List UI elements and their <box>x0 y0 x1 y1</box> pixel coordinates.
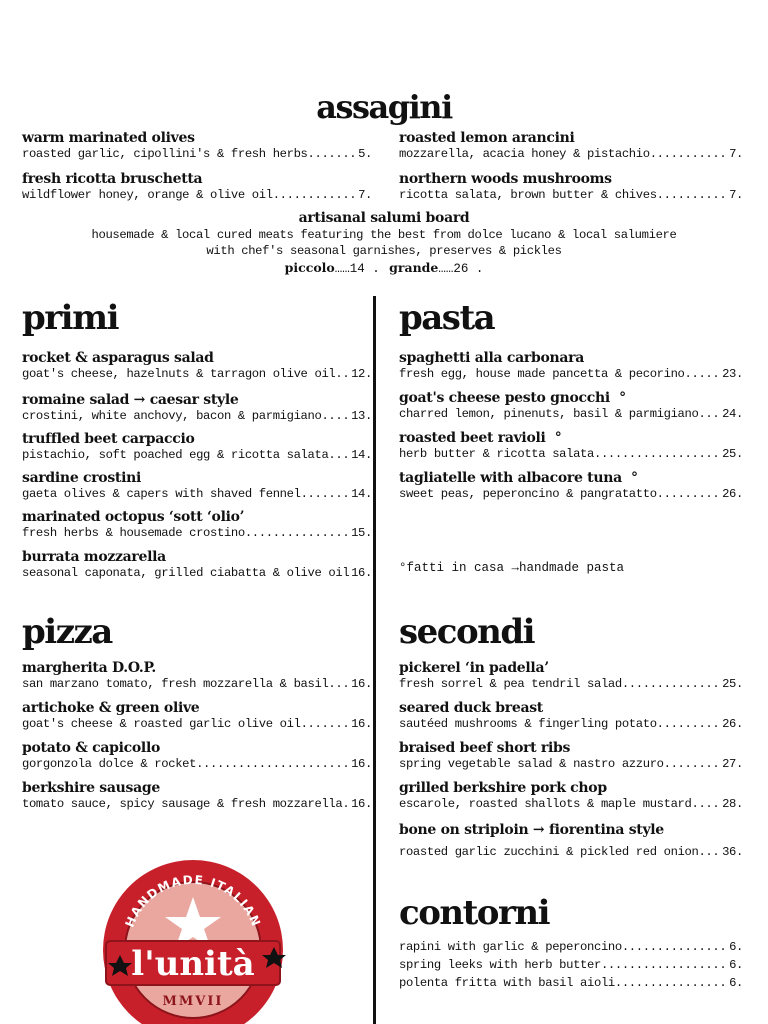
item-description: gorgonzola dolce & rocket ..... 16. <box>22 757 372 772</box>
item-price: 23. <box>722 367 743 381</box>
item-name: warm marinated olives <box>22 130 195 146</box>
menu-item <box>399 740 743 772</box>
item-name: romaine salad → caesar style <box>22 392 239 408</box>
item-price: 7. <box>358 188 372 202</box>
item-name: sardine crostini <box>22 470 141 486</box>
item-price: 7. <box>729 188 743 202</box>
column-divider <box>373 296 376 1024</box>
logo-year: MMVII <box>162 994 224 1009</box>
menu-item <box>399 700 743 732</box>
item-description: gaeta olives & capers with shaved fennel ..... 14. <box>22 487 372 502</box>
item-price: 27. <box>722 757 743 771</box>
piccolo-price: ……14 . <box>334 262 380 276</box>
item-price: 26. <box>722 487 743 501</box>
menu-item <box>22 431 372 463</box>
item-name: fresh ricotta bruschetta <box>22 171 203 187</box>
menu-item <box>22 780 372 812</box>
item-description: sautéed mushrooms & fingerling potato ..... 26. <box>399 717 743 732</box>
contorni-item: rapini with garlic & peperoncino ..... 6. <box>399 940 743 955</box>
item-name: artichoke & green olive <box>22 700 200 716</box>
item-price: 14. <box>351 448 372 462</box>
board-line-2: with chef's seasonal garnishes, preserves & pickles <box>206 244 562 258</box>
item-description: wildflower honey, orange & olive oil ..... 7. <box>22 188 372 203</box>
menu-item <box>399 390 743 422</box>
item-description: spring vegetable salad & nastro azzuro ..... 27. <box>399 757 743 772</box>
menu-item <box>399 430 743 462</box>
menu-item-lemon-arancini <box>399 130 743 162</box>
item-name: roasted beet ravioli ° <box>399 430 562 446</box>
grande-price: ……26 . <box>438 262 484 276</box>
item-description: escarole, roasted shallots & maple mustard ..... 28. <box>399 797 743 812</box>
item-price: 6. <box>729 940 743 954</box>
menu-item <box>399 822 743 860</box>
item-price: 25. <box>722 677 743 691</box>
lunita-logo <box>98 855 288 1024</box>
item-price: 16. <box>351 757 372 771</box>
secondi-title: secondi <box>399 612 535 652</box>
menu-item <box>22 740 372 772</box>
item-price: 36. <box>722 845 743 859</box>
item-name: grilled berkshire pork chop <box>399 780 607 796</box>
item-name: seared duck breast <box>399 700 543 716</box>
item-name: northern woods mushrooms <box>399 171 612 187</box>
item-price: 24. <box>722 407 743 421</box>
menu-item <box>399 660 743 692</box>
item-name: margherita D.O.P. <box>22 660 156 676</box>
pizza-title: pizza <box>22 612 112 652</box>
item-name: pickerel ‘in padella’ <box>399 660 549 676</box>
contorni-item: polenta fritta with basil aioli ..... 6. <box>399 976 743 991</box>
menu-item <box>22 660 372 692</box>
board-sizes <box>0 259 768 278</box>
item-description: seasonal caponata, grilled ciabatta & olive oil ..... 16. <box>22 566 372 581</box>
item-description: tomato sauce, spicy sausage & fresh mozzarella ..... 16. <box>22 797 372 812</box>
logo-seal <box>98 855 288 1024</box>
item-price: 7. <box>729 147 743 161</box>
item-name: berkshire sausage <box>22 780 160 796</box>
item-price: 25. <box>722 447 743 461</box>
board-line-1: housemade & local cured meats featuring the best from dolce lucano & local salumiere <box>91 228 677 242</box>
item-price: 14. <box>351 487 372 501</box>
pasta-footnote: °fatti in casa →handmade pasta <box>399 561 625 575</box>
item-name: rocket & asparagus salad <box>22 350 214 366</box>
item-name: spaghetti alla carbonara <box>399 350 584 366</box>
item-price: 6. <box>729 958 743 972</box>
item-price: 16. <box>351 717 372 731</box>
menu-item-ricotta-bruschetta <box>22 171 372 203</box>
menu-item <box>22 549 372 581</box>
menu-item <box>22 392 372 424</box>
menu-item <box>22 700 372 732</box>
item-name: bone on striploin → fiorentina style <box>399 822 664 838</box>
item-price: 16. <box>351 566 372 580</box>
item-name: potato & capicollo <box>22 740 160 756</box>
item-price: 13. <box>351 409 372 423</box>
item-price: 5. <box>358 147 372 161</box>
item-name: marinated octopus ‘sott ‘olio’ <box>22 509 245 525</box>
item-description: charred lemon, pinenuts, basil & parmigiano ..... 24. <box>399 407 743 422</box>
item-name: burrata mozzarella <box>22 549 166 565</box>
menu-item <box>22 509 372 541</box>
item-price: 28. <box>722 797 743 811</box>
item-description: herb butter & ricotta salata ..... 25. <box>399 447 743 462</box>
logo-top-text: HANDMADE ITALIAN <box>122 872 264 930</box>
grande-label: grande <box>389 260 439 275</box>
item-name: tagliatelle with albacore tuna ° <box>399 470 638 486</box>
item-description: roasted garlic, cipollini's & fresh herbs ..... 5. <box>22 147 372 162</box>
item-name: braised beef short ribs <box>399 740 571 756</box>
item-description: mozzarella, acacia honey & pistachio ..... 7. <box>399 147 743 162</box>
item-price: 15. <box>351 526 372 540</box>
item-name: roasted lemon arancini <box>399 130 575 146</box>
item-name: goat's cheese pesto gnocchi ° <box>399 390 626 406</box>
logo-name: l'unità <box>131 944 255 984</box>
piccolo-label: piccolo <box>284 260 335 275</box>
item-description: fresh herbs & housemade crostino ..... 15. <box>22 526 372 541</box>
item-description: roasted garlic zucchini & pickled red onion ..... 36. <box>399 845 743 860</box>
item-description: ricotta salata, brown butter & chives ..... 7. <box>399 188 743 203</box>
item-description: fresh sorrel & pea tendril salad ..... 25. <box>399 677 743 692</box>
item-price: 12. <box>351 367 372 381</box>
item-price: 6. <box>729 976 743 990</box>
contorni-list <box>399 940 743 991</box>
item-name: truffled beet carpaccio <box>22 431 195 447</box>
item-description: pistachio, soft poached egg & ricotta salata ..... 14. <box>22 448 372 463</box>
item-description: goat's cheese, hazelnuts & tarragon olive oil ..... 12. <box>22 367 372 382</box>
board-name: artisanal salumi board <box>298 210 470 226</box>
item-description: crostini, white anchovy, bacon & parmigiano ..... 13. <box>22 409 372 424</box>
menu-item-woods-mushrooms <box>399 171 743 203</box>
menu-item <box>399 780 743 812</box>
item-price: 16. <box>351 797 372 811</box>
primi-title: primi <box>22 298 118 338</box>
menu-item <box>399 470 743 502</box>
menu-item <box>22 350 372 382</box>
item-price: 26. <box>722 717 743 731</box>
contorni-item: spring leeks with herb butter ..... 6. <box>399 958 743 973</box>
item-price: 16. <box>351 677 372 691</box>
menu-item-warm-olives <box>22 130 372 162</box>
item-description: sweet peas, peperoncino & pangratatto ..... 26. <box>399 487 743 502</box>
item-description: goat's cheese & roasted garlic olive oil ..... 16. <box>22 717 372 732</box>
item-description: san marzano tomato, fresh mozzarella & basil ..... 16. <box>22 677 372 692</box>
menu-item <box>22 470 372 502</box>
menu-item <box>399 350 743 382</box>
item-description: fresh egg, house made pancetta & pecorino ..... 23. <box>399 367 743 382</box>
salumi-board <box>0 210 768 278</box>
pasta-title: pasta <box>399 298 495 338</box>
contorni-title: contorni <box>399 893 550 933</box>
assagini-title: assagini <box>316 88 452 126</box>
